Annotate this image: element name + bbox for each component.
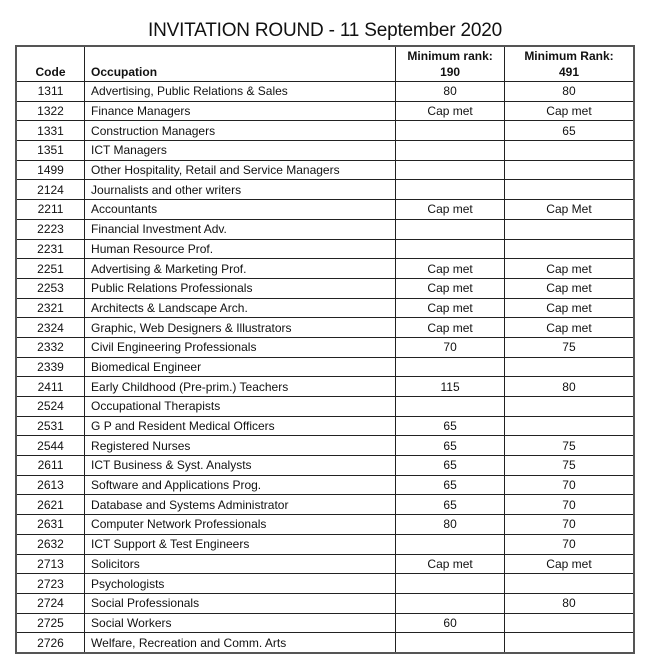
cell-code: 2411	[16, 377, 85, 397]
cell-rank-491	[504, 416, 634, 436]
table-row	[16, 259, 634, 279]
cell-rank-190: 80	[396, 515, 505, 535]
table-row	[16, 82, 634, 102]
cell-code: 2631	[16, 515, 85, 535]
cell-code: 2713	[16, 554, 85, 574]
table-row	[16, 515, 634, 535]
cell-rank-491	[504, 141, 634, 161]
cell-code: 2223	[16, 219, 85, 239]
cell-rank-491	[504, 239, 634, 259]
cell-occupation: G P and Resident Medical Officers	[85, 416, 396, 436]
cell-rank-491: Cap Met	[504, 200, 634, 220]
cell-code: 2531	[16, 416, 85, 436]
cell-occupation: Human Resource Prof.	[85, 239, 396, 259]
cell-rank-190	[396, 141, 505, 161]
cell-rank-190	[396, 397, 505, 417]
cell-occupation: Solicitors	[85, 554, 396, 574]
cell-rank-190: Cap met	[396, 259, 505, 279]
cell-occupation: ICT Managers	[85, 141, 396, 161]
cell-code: 2621	[16, 495, 85, 515]
cell-rank-491: Cap met	[504, 298, 634, 318]
header-code: Code	[16, 46, 85, 82]
cell-rank-190	[396, 219, 505, 239]
cell-occupation: ICT Business & Syst. Analysts	[85, 456, 396, 476]
table-row	[16, 554, 634, 574]
cell-rank-190	[396, 357, 505, 377]
cell-rank-190: 60	[396, 613, 505, 633]
cell-occupation: Early Childhood (Pre-prim.) Teachers	[85, 377, 396, 397]
cell-occupation: Social Professionals	[85, 593, 396, 613]
cell-rank-190: 65	[396, 416, 505, 436]
cell-code: 2723	[16, 574, 85, 594]
cell-code: 2611	[16, 456, 85, 476]
cell-rank-491	[504, 613, 634, 633]
header-rank-491	[504, 46, 634, 82]
cell-occupation: ICT Support & Test Engineers	[85, 534, 396, 554]
cell-rank-491: 80	[504, 377, 634, 397]
cell-occupation: Public Relations Professionals	[85, 278, 396, 298]
cell-code: 1351	[16, 141, 85, 161]
cell-rank-190: 65	[396, 495, 505, 515]
table-row	[16, 121, 634, 141]
cell-rank-491	[504, 219, 634, 239]
header-rank-190-line1: Minimum rank:	[407, 49, 493, 63]
cell-rank-491: 70	[504, 534, 634, 554]
cell-occupation: Advertising, Public Relations & Sales	[85, 82, 396, 102]
cell-occupation: Software and Applications Prog.	[85, 475, 396, 495]
table-row	[16, 160, 634, 180]
cell-occupation: Finance Managers	[85, 101, 396, 121]
cell-rank-190: Cap met	[396, 278, 505, 298]
header-rank-190-line2: 190	[440, 65, 461, 79]
cell-occupation: Registered Nurses	[85, 436, 396, 456]
cell-rank-491: 70	[504, 475, 634, 495]
cell-code: 2251	[16, 259, 85, 279]
cell-rank-491	[504, 180, 634, 200]
cell-code: 2124	[16, 180, 85, 200]
cell-rank-491	[504, 574, 634, 594]
table-row	[16, 219, 634, 239]
cell-code: 1499	[16, 160, 85, 180]
table-row	[16, 278, 634, 298]
cell-code: 2544	[16, 436, 85, 456]
cell-rank-190	[396, 633, 505, 653]
cell-rank-190	[396, 160, 505, 180]
header-rank-190	[396, 46, 505, 82]
cell-rank-190: 115	[396, 377, 505, 397]
table-row	[16, 337, 634, 357]
cell-code: 2324	[16, 318, 85, 338]
table-row	[16, 534, 634, 554]
page-title: INVITATION ROUND - 11 September 2020	[148, 20, 502, 41]
cell-rank-491: 75	[504, 456, 634, 476]
cell-code: 2726	[16, 633, 85, 653]
cell-rank-491	[504, 633, 634, 653]
table-row	[16, 397, 634, 417]
cell-code: 2613	[16, 475, 85, 495]
cell-rank-190	[396, 121, 505, 141]
cell-rank-491: Cap met	[504, 278, 634, 298]
cell-rank-190	[396, 534, 505, 554]
cell-code: 2524	[16, 397, 85, 417]
cell-occupation: Advertising & Marketing Prof.	[85, 259, 396, 279]
table-row	[16, 357, 634, 377]
cell-rank-190: 65	[396, 475, 505, 495]
cell-rank-491: Cap met	[504, 318, 634, 338]
cell-occupation: Psychologists	[85, 574, 396, 594]
table-row	[16, 495, 634, 515]
cell-rank-491	[504, 397, 634, 417]
cell-rank-491: 70	[504, 495, 634, 515]
cell-code: 2332	[16, 337, 85, 357]
cell-occupation: Journalists and other writers	[85, 180, 396, 200]
cell-occupation: Social Workers	[85, 613, 396, 633]
cell-occupation: Other Hospitality, Retail and Service Managers	[85, 160, 396, 180]
cell-occupation: Database and Systems Administrator	[85, 495, 396, 515]
cell-code: 2231	[16, 239, 85, 259]
table-row	[16, 377, 634, 397]
cell-occupation: Occupational Therapists	[85, 397, 396, 417]
cell-occupation: Accountants	[85, 200, 396, 220]
cell-rank-190: 65	[396, 436, 505, 456]
cell-code: 1322	[16, 101, 85, 121]
cell-code: 2632	[16, 534, 85, 554]
cell-rank-491: Cap met	[504, 554, 634, 574]
table-row	[16, 633, 634, 653]
table-row	[16, 475, 634, 495]
invitation-table	[15, 45, 635, 654]
cell-rank-190: Cap met	[396, 200, 505, 220]
cell-occupation: Financial Investment Adv.	[85, 219, 396, 239]
table-row	[16, 416, 634, 436]
cell-rank-190	[396, 239, 505, 259]
cell-rank-491: Cap met	[504, 259, 634, 279]
cell-rank-190: 65	[396, 456, 505, 476]
table-row	[16, 613, 634, 633]
cell-code: 2253	[16, 278, 85, 298]
table-row	[16, 141, 634, 161]
table-header-row	[16, 46, 634, 82]
table-row	[16, 593, 634, 613]
table-row	[16, 298, 634, 318]
table-row	[16, 436, 634, 456]
cell-rank-190: Cap met	[396, 298, 505, 318]
cell-rank-491: 75	[504, 436, 634, 456]
cell-occupation: Construction Managers	[85, 121, 396, 141]
cell-occupation: Civil Engineering Professionals	[85, 337, 396, 357]
cell-rank-190	[396, 593, 505, 613]
cell-occupation: Graphic, Web Designers & Illustrators	[85, 318, 396, 338]
cell-rank-491: 80	[504, 593, 634, 613]
table-row	[16, 239, 634, 259]
header-rank-491-line1: Minimum Rank:	[524, 49, 614, 63]
cell-code: 1331	[16, 121, 85, 141]
cell-code: 2211	[16, 200, 85, 220]
cell-code: 2724	[16, 593, 85, 613]
cell-rank-491: Cap met	[504, 101, 634, 121]
table-row	[16, 574, 634, 594]
cell-code: 1311	[16, 82, 85, 102]
table-row	[16, 180, 634, 200]
cell-rank-190	[396, 180, 505, 200]
cell-occupation: Computer Network Professionals	[85, 515, 396, 535]
cell-occupation: Architects & Landscape Arch.	[85, 298, 396, 318]
cell-occupation: Biomedical Engineer	[85, 357, 396, 377]
cell-rank-491	[504, 160, 634, 180]
table-row	[16, 456, 634, 476]
header-occupation: Occupation	[85, 46, 396, 82]
cell-code: 2725	[16, 613, 85, 633]
table-row	[16, 101, 634, 121]
table-row	[16, 318, 634, 338]
cell-rank-190: Cap met	[396, 318, 505, 338]
cell-rank-491: 65	[504, 121, 634, 141]
cell-rank-491: 75	[504, 337, 634, 357]
cell-rank-491: 70	[504, 515, 634, 535]
cell-rank-190	[396, 574, 505, 594]
cell-rank-190: Cap met	[396, 101, 505, 121]
cell-rank-491	[504, 357, 634, 377]
cell-rank-190: Cap met	[396, 554, 505, 574]
cell-code: 2321	[16, 298, 85, 318]
table-row	[16, 200, 634, 220]
cell-rank-190: 70	[396, 337, 505, 357]
cell-rank-491: 80	[504, 82, 634, 102]
cell-rank-190: 80	[396, 82, 505, 102]
header-rank-491-line2: 491	[558, 65, 579, 79]
cell-code: 2339	[16, 357, 85, 377]
cell-occupation: Welfare, Recreation and Comm. Arts	[85, 633, 396, 653]
